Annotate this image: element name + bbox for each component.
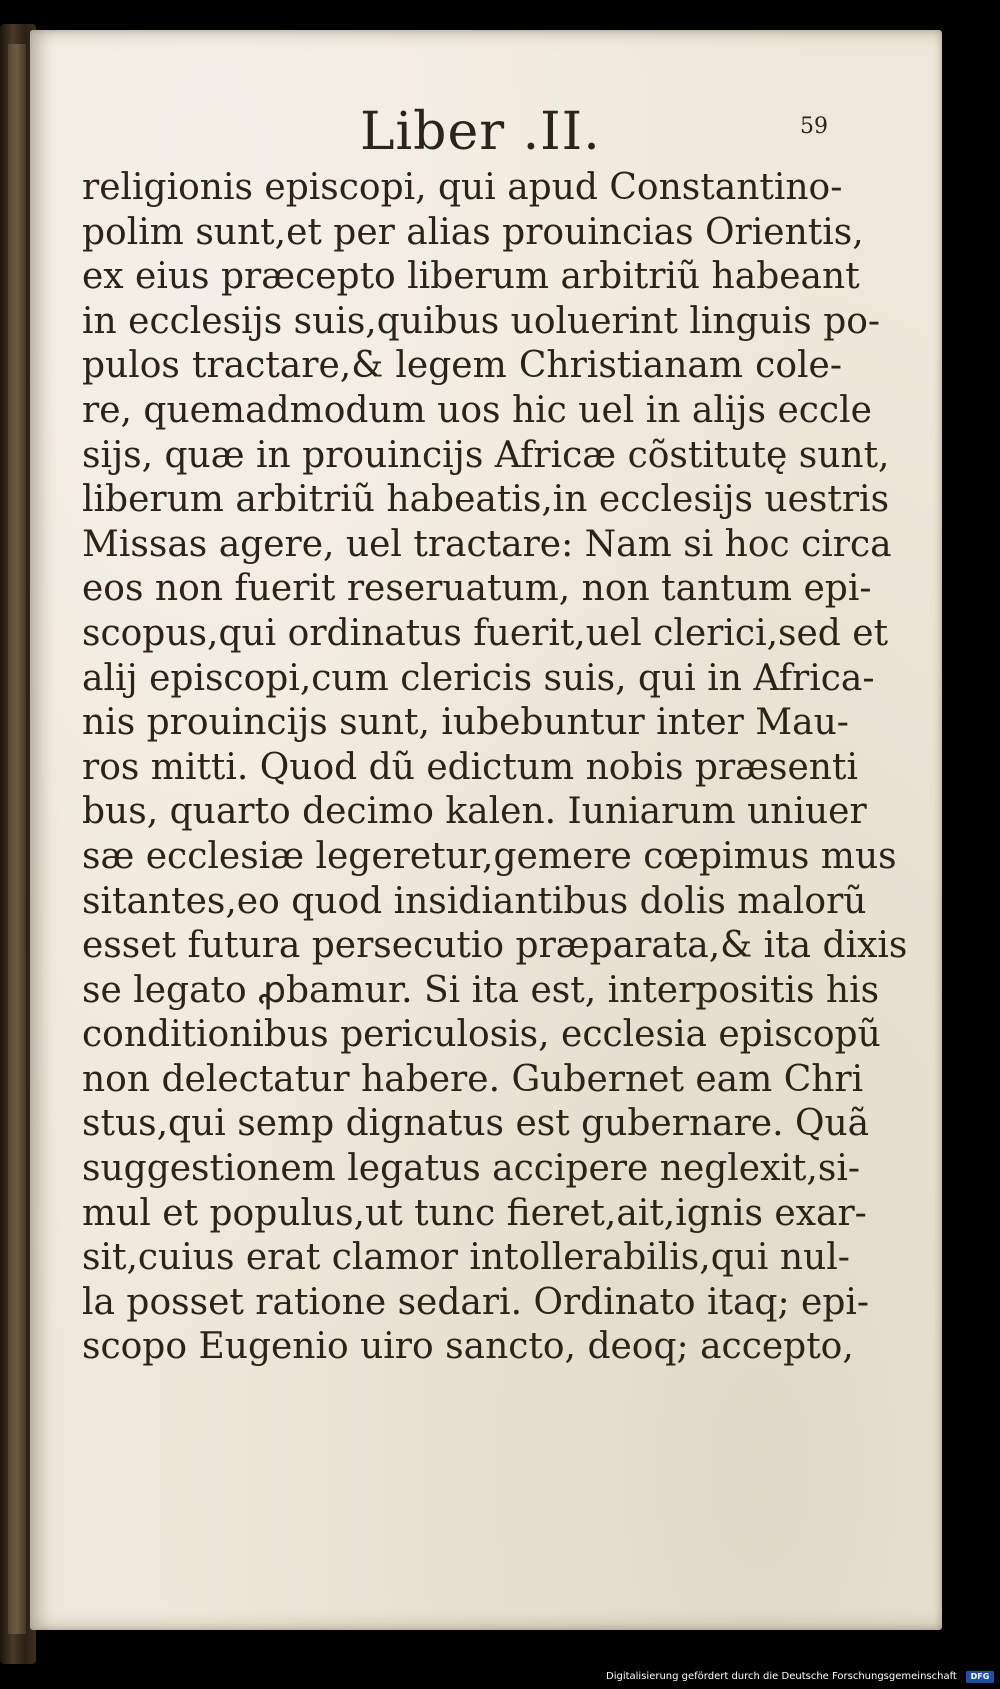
book-page: [30, 30, 942, 1630]
text-line: Missas agere, uel tractare: Nam si hoc circa: [82, 523, 892, 565]
text-line: stus,qui semp dignatus est gubernare. Quã: [82, 1103, 870, 1145]
text-line: liberum arbitriũ habeatis,in ecclesijs uestris: [82, 479, 890, 521]
text-line: re, quemadmodum uos hic uel in alijs eccle: [82, 389, 872, 431]
text-line: pulos tractare,& legem Christianam cole-: [82, 345, 842, 387]
text-line: scopus,qui ordinatus fuerit,uel clerici,sed et: [82, 612, 889, 654]
text-line: sijs, quæ in prouincijs Africæ cõstitutę sunt,: [82, 434, 890, 476]
text-line: nis prouincijs sunt, iubebuntur inter Mau-: [82, 702, 849, 744]
text-line: suggestionem legatus accipere neglexit,si-: [82, 1148, 860, 1190]
text-line: sæ ecclesiæ legeretur,gemere cœpimus mus: [82, 835, 897, 877]
text-line: mul et populus,ut tunc fieret,ait,ignis exar-: [82, 1192, 867, 1234]
book-spine-shadow: [8, 44, 26, 1634]
text-line: non delectatur habere. Gubernet eam Chri: [82, 1058, 864, 1100]
text-line: sitantes,eo quod insidiantibus dolis malorũ: [82, 880, 867, 922]
text-line: religionis episcopi, qui apud Constantino-: [82, 167, 843, 208]
text-line: la posset ratione sedari. Ordinato itaq; epi-: [82, 1281, 870, 1323]
text-line: in ecclesijs suis,quibus uoluerint linguis po-: [82, 300, 881, 342]
text-line: scopo Eugenio uiro sancto, deoq; accepto,: [82, 1326, 854, 1368]
text-line: ros mitti. Quod dũ edictum nobis præsenti: [82, 746, 858, 788]
text-line: conditionibus periculosis, ecclesia episcopũ: [82, 1014, 881, 1056]
text-line: alij episcopi,cum clericis suis, qui in Africa-: [82, 657, 875, 699]
digitization-credit: Digitalisierung gefördert durch die Deutsche Forschungsgemeinschaft: [606, 1671, 957, 1682]
text-line: sit,cuius erat clamor intollerabilis,qui nul-: [82, 1237, 850, 1279]
text-line: esset futura persecutio præparata,& ita dixis: [82, 925, 908, 967]
running-head: Liber .II.: [360, 102, 601, 162]
text-line: ex eius præcepto liberum arbitriũ habeant: [82, 256, 860, 298]
text-block: [82, 166, 908, 1370]
text-line: eos non fuerit reseruatum, non tantum epi-: [82, 568, 872, 610]
text-line: bus, quarto decimo kalen. Iuniarum uniuer: [82, 791, 867, 833]
dfg-logo: DFG: [966, 1671, 994, 1683]
page-number: 59: [800, 114, 828, 139]
text-line: se legato ꝓbamur. Si ita est, interpositis his: [82, 969, 880, 1011]
text-line: polim sunt,et per alias prouincias Orientis,: [82, 211, 864, 253]
